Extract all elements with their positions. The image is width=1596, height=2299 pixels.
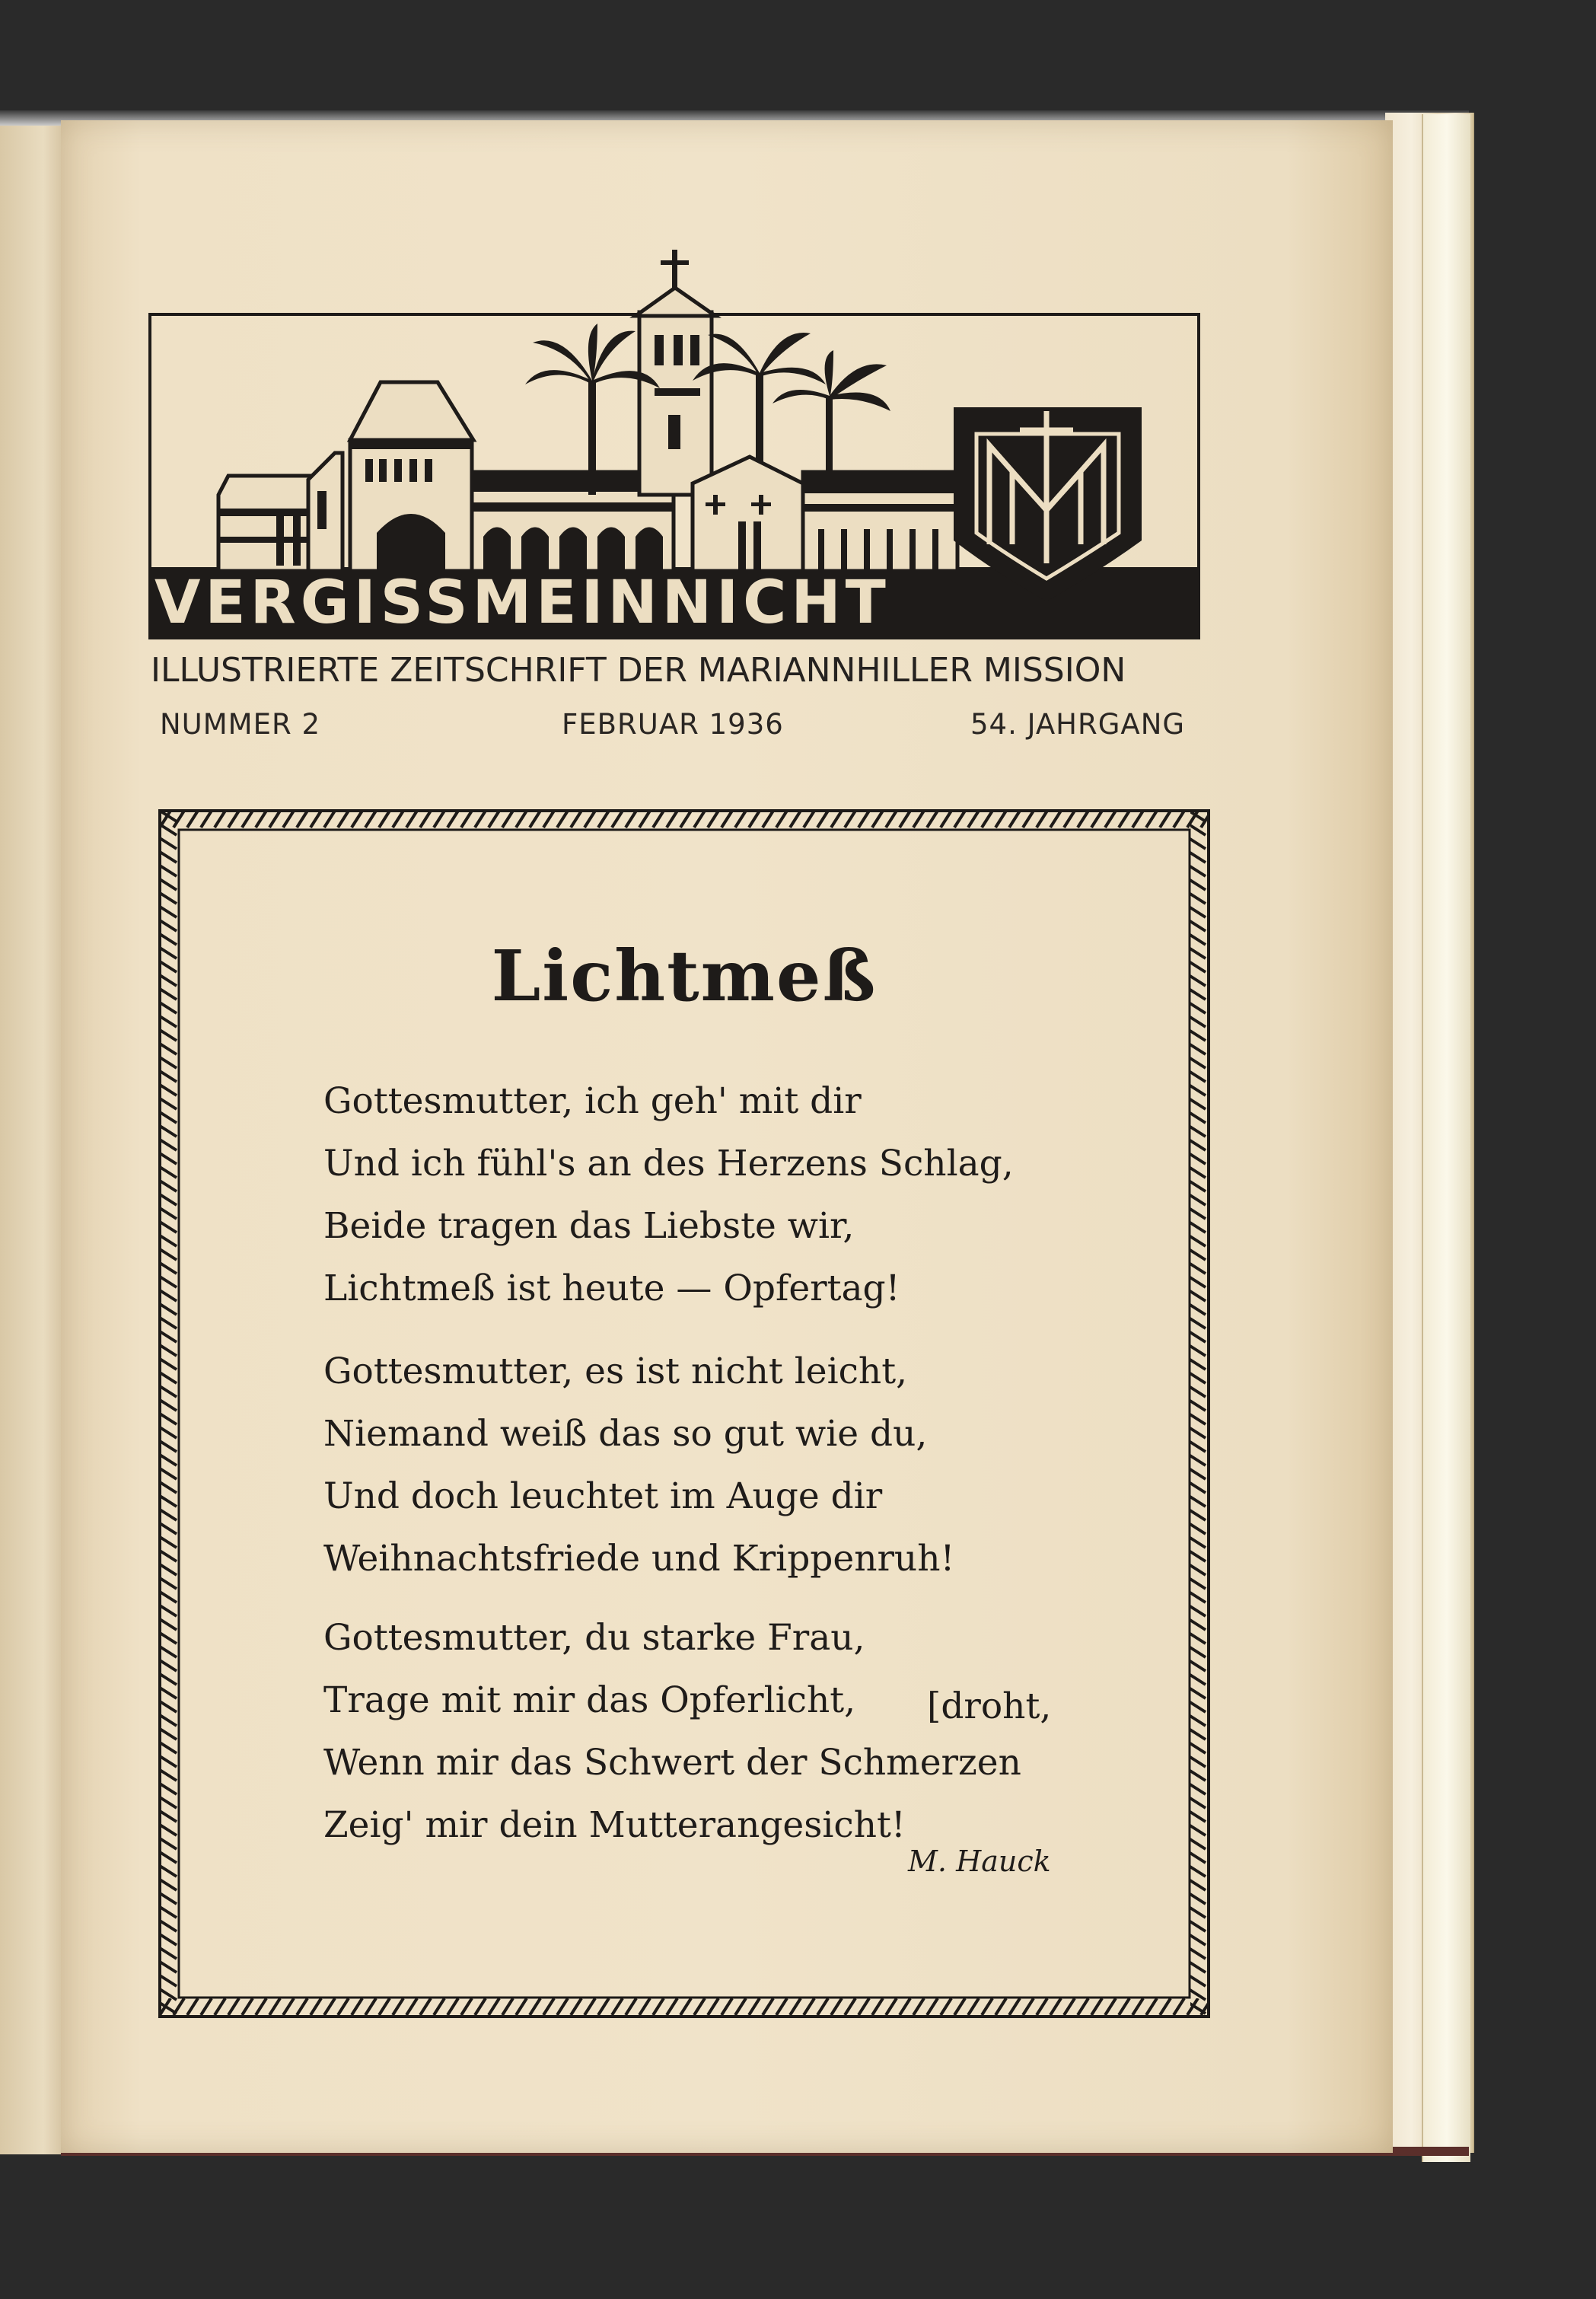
issue-number: NUMMER 2	[160, 708, 320, 741]
stanza-2	[323, 1341, 954, 1590]
poem-frame	[158, 809, 1210, 2018]
stanza-1	[323, 1070, 1014, 1320]
poem-line: Weihnachtsfriede und Krippenruh!	[323, 1538, 955, 1580]
wrapped-word: [droht,	[927, 1685, 1052, 1727]
volume-number: 54. JAHRGANG	[970, 708, 1186, 741]
poem-line: Wenn mir das Schwert der Schmerzen	[323, 1742, 1021, 1784]
stanza-3	[323, 1607, 1021, 1857]
masthead-subtitle: ILLUSTRIERTE ZEITSCHRIFT DER MARIANNHILLER MISSION	[151, 651, 1126, 690]
poem-line: Lichtmeß ist heute — Opfertag!	[323, 1267, 900, 1309]
poem-line: Gottesmutter, es ist nicht leicht,	[323, 1350, 908, 1392]
poem-line: Gottesmutter, ich geh' mit dir	[323, 1080, 862, 1122]
poem-line: Zeig' mir dein Mutterangesicht!	[323, 1804, 906, 1846]
masthead	[148, 244, 1203, 643]
poem-line: Gottesmutter, du starke Frau,	[323, 1617, 865, 1659]
poem-line: Und doch leuchtet im Auge dir	[323, 1475, 883, 1517]
poem-line: Trage mit mir das Opferlicht,	[323, 1679, 856, 1721]
poem-title: Lichtmeß	[491, 935, 878, 1017]
poem-line: Niemand weiß das so gut wie du,	[323, 1413, 928, 1455]
book-cover-edge	[1422, 114, 1470, 2162]
poem-line: Und ich fühl's an des Herzens Schlag,	[323, 1143, 1014, 1185]
poem-author: M. Hauck	[908, 1845, 1051, 1878]
masthead-title: VERGISSMEINNICHT	[155, 569, 890, 637]
issue-date: FEBRUAR 1936	[562, 708, 784, 741]
poem-line: Beide tragen das Liebste wir,	[323, 1205, 855, 1247]
